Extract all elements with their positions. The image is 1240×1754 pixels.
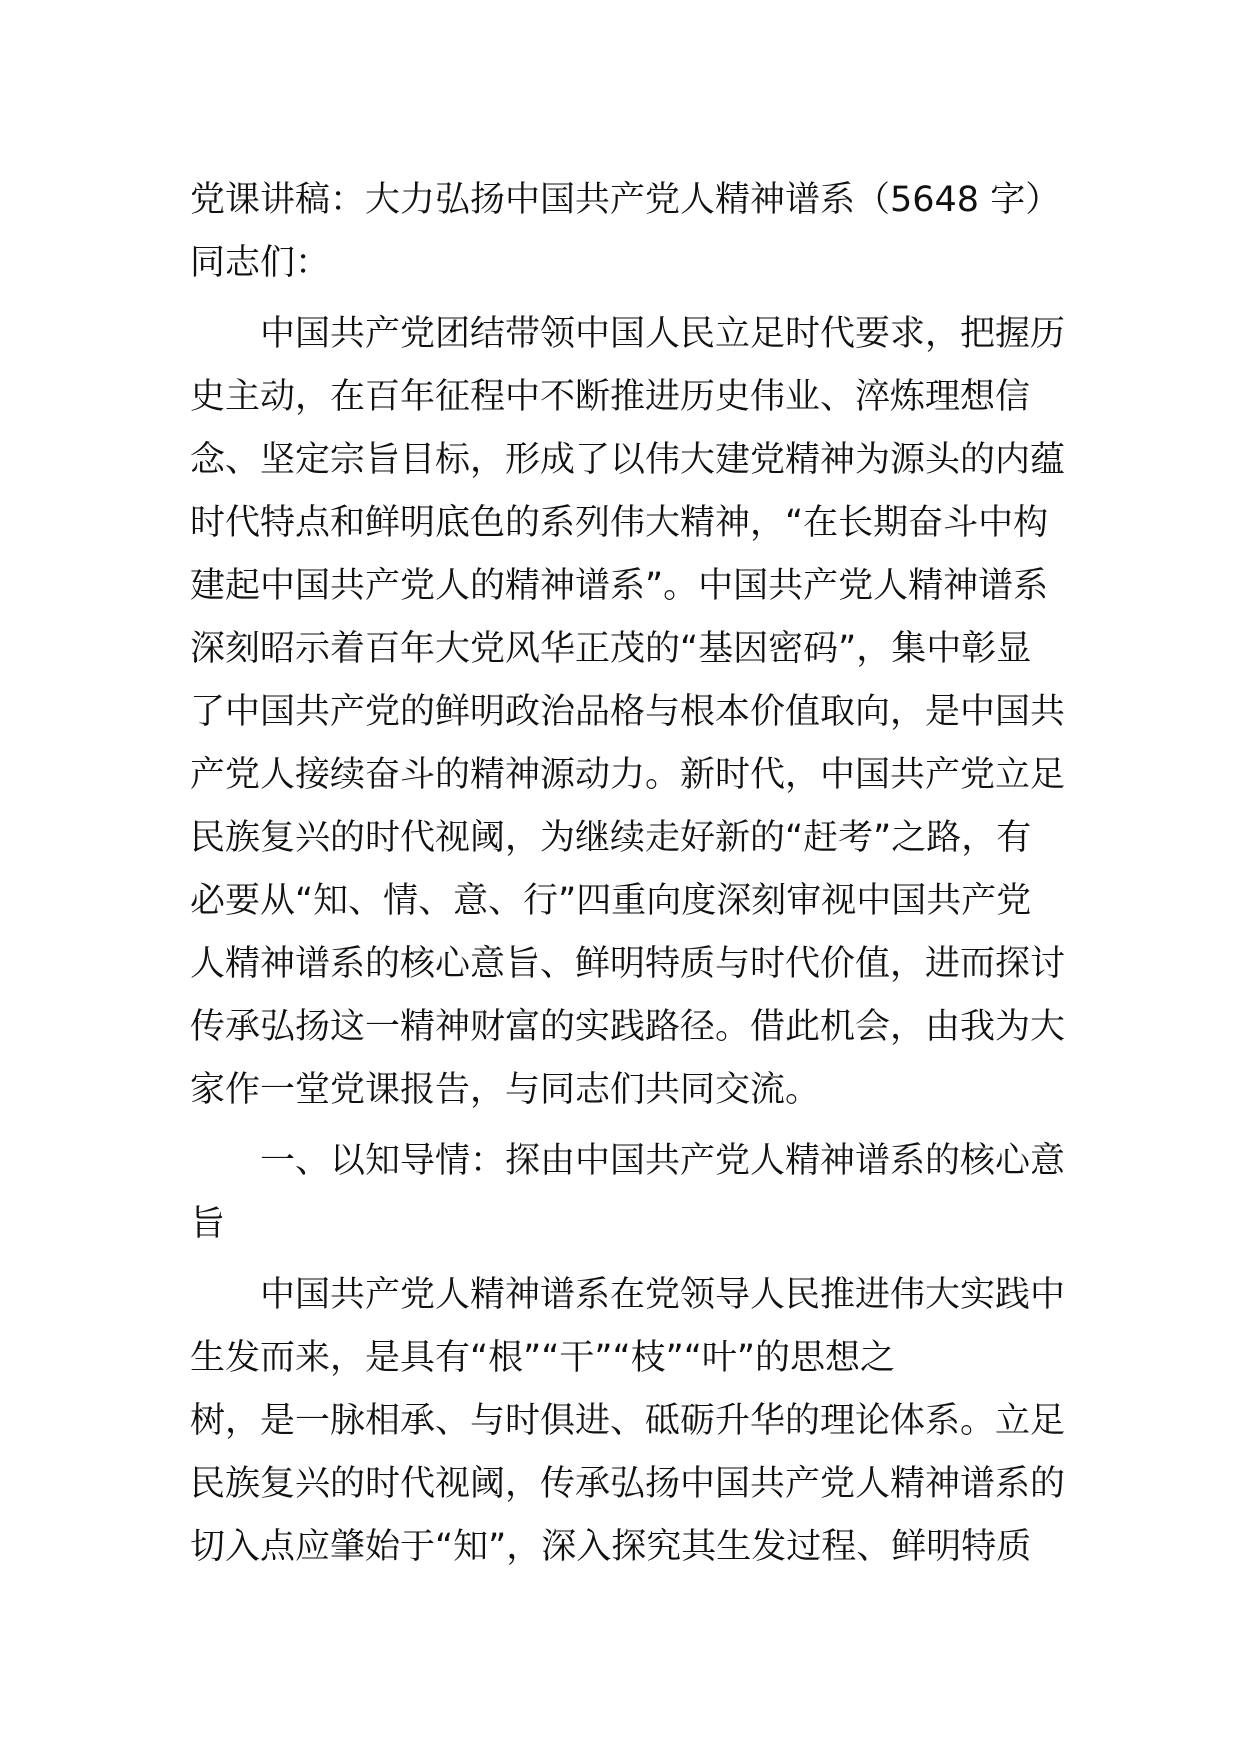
- paragraph-line: 生发而来，是具有“根”“干”“枝”“叶”的思想之: [190, 1338, 896, 1378]
- paragraph-line: 家作一堂党课报告，与同志们共同交流。: [190, 1070, 821, 1110]
- paragraph-line: 了中国共产党的鲜明政治品格与根本价值取向，是中国共: [190, 692, 1066, 732]
- paragraph-line: 人精神谱系的核心意旨、鲜明特质与时代价值，进而探讨: [190, 944, 1066, 984]
- section-heading: 一、以知导情：探由中国共产党人精神谱系的核心意: [260, 1141, 1066, 1181]
- paragraph-line: 切入点应肇始于“知”，深入探究其生发过程、鲜明特质: [190, 1527, 1032, 1567]
- paragraph-line: 传承弘扬这一精神财富的实践路径。借此机会，由我为大: [190, 1007, 1066, 1047]
- paragraph-line: 时代特点和鲜明底色的系列伟大精神，“在长期奋斗中构: [190, 503, 1049, 543]
- paragraph-line: 民族复兴的时代视阈，传承弘扬中国共产党人精神谱系的: [190, 1464, 1066, 1504]
- paragraph-line: 产党人接续奋斗的精神源动力。新时代，中国共产党立足: [190, 755, 1066, 795]
- paragraph-line: 中国共产党人精神谱系在党领导人民推进伟大实践中: [260, 1275, 1066, 1315]
- document-title: 党课讲稿：大力弘扬中国共产党人精神谱系（5648 字）: [190, 180, 1061, 220]
- paragraph-line: 念、坚定宗旨目标，形成了以伟大建党精神为源头的内蕴: [190, 440, 1066, 480]
- paragraph-line: 必要从“知、情、意、行”四重向度深刻审视中国共产党: [190, 881, 1032, 921]
- salutation: 同志们：: [190, 243, 331, 283]
- paragraph-line: 树，是一脉相承、与时俱进、砥砺升华的理论体系。立足: [190, 1401, 1066, 1441]
- paragraph-line: 史主动，在百年征程中不断推进历史伟业、淬炼理想信: [190, 377, 1031, 417]
- paragraph-line: 深刻昭示着百年大党风华正茂的“基因密码”，集中彰显: [190, 629, 1032, 669]
- paragraph-line: 中国共产党团结带领中国人民立足时代要求，把握历: [260, 314, 1066, 354]
- section-heading-continued: 旨: [190, 1204, 226, 1244]
- paragraph-line: 民族复兴的时代视阈，为继续走好新的“赶考”之路，有: [190, 818, 1032, 858]
- paragraph-line: 建起中国共产党人的精神谱系”。中国共产党人精神谱系: [190, 566, 1049, 606]
